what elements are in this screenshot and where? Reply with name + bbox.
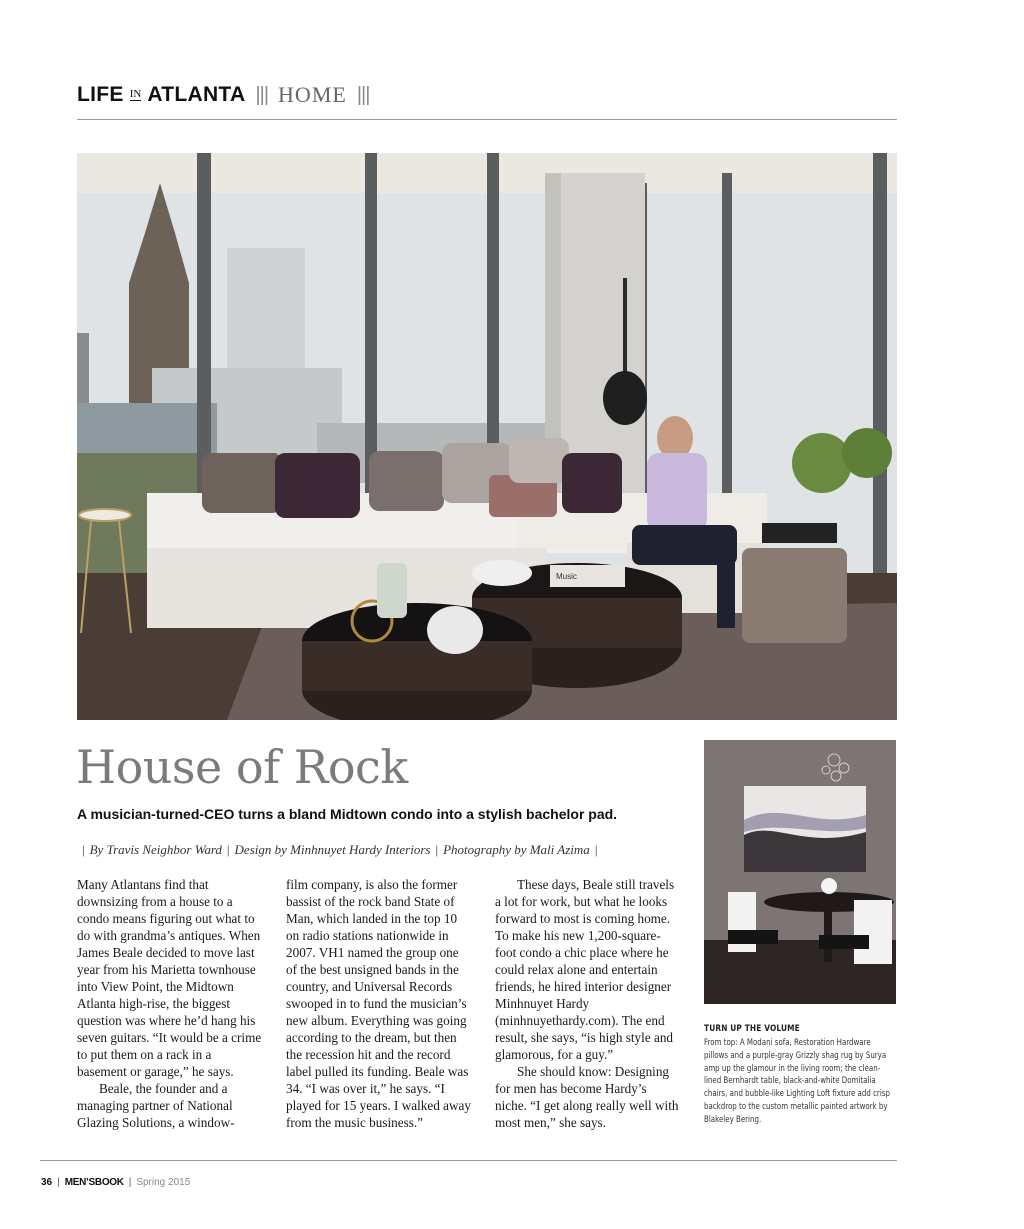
book-spine-text: Music [556,572,577,581]
footer-separator: | [128,1177,132,1188]
section-header [77,78,897,112]
byline-design: Design by Minhnuyet Hardy Interiors [234,842,431,857]
byline-bar: | [435,842,439,857]
byline [77,842,602,858]
footer-separator: | [57,1177,60,1188]
byline-bar: | [594,842,598,857]
byline-bar: | [226,842,230,857]
body-paragraph: Beale, the founder and a managing partner of National Glazing Solutions, a window- [77,1081,235,1130]
dining-room-photo [704,740,896,1004]
caption-heading: TURN UP THE VOLUME [704,1024,800,1034]
byline-author: By Travis Neighbor Ward [89,842,222,857]
page-number: 36 [41,1177,53,1188]
article-title: House of Rock [76,740,408,794]
hero-photo-living-room [77,153,897,720]
body-column-2 [286,876,472,1131]
article-dek: A musician-turned-CEO turns a bland Midtown condo into a stylish bachelor pad. [77,806,618,822]
body-paragraph: film company, is also the former bassist of the rock band State of Man, which landed in the top 10 on radio stations nationwide in 2007. VH1 named the group one of the best unsigned bands in the country, and Universal Records swooped in to fund the musician’s new album. Everything was going according to the dream, but then the recession hit and the record label pulled its funding. Beale was 34. “I was over it,” he says. “I played for 15 years. I walked away from the music business.” [286,877,471,1130]
footer-rule [40,1160,897,1161]
header-rule [77,119,897,120]
magazine-name: MEN’SBOOK [64,1177,124,1188]
page-footer [41,1177,190,1188]
body-column-3 [495,876,681,1131]
body-paragraph: These days, Beale still travels a lot for work, but what he looks forward to most is coming home. To make his new 1,200-square-foot condo a chic place where he could relax alone and entertain friends, he hired interior designer Minhnuyet Hardy (minhnuyethardy.com). The end result, she says, “is high style and glamorous, for a guy.” [495,877,675,1062]
body-paragraph: Many Atlantans find that downsizing from a house to a condo means figuring out what to do with grandma’s antiques. When James Beale decided to move last year from his Marietta townhouse into View Point, the Midtown Atlanta high-rise, the biggest question was where he’d hang his seven guitars. “It would be a crime to put them on a rack in a basement or garage,” he says. [77,877,262,1079]
issue-date: Spring 2015 [136,1177,191,1188]
header-separator-right: ||| [356,83,370,106]
brand-life: LIFE [77,83,124,106]
caption-body: From top: A Modani sofa, Restoration Hardware pillows and a purple-gray Grizzly shag rug by Surya amp up the glamour in the living room; the clean-lined Bernhardt table, black-and-white Domitalia chairs, and bubble-like Lighting Loft fixture add crisp backdrop to the custom metallic painted artwork by Blakeley Bering. [704,1038,890,1125]
byline-bar: | [82,842,85,857]
body-paragraph: She should know: Designing for men has become Hardy’s niche. “I get along really well with most men,” she says. [495,1064,679,1130]
brand-atlanta: ATLANTA [147,83,246,106]
section-label: HOME [278,82,347,107]
body-column-1 [77,876,263,1131]
painted-artwork [744,786,866,872]
byline-photo: Photography by Mali Azima [443,842,590,857]
brand-in: IN [129,88,142,100]
header-separator-left: ||| [255,83,269,106]
